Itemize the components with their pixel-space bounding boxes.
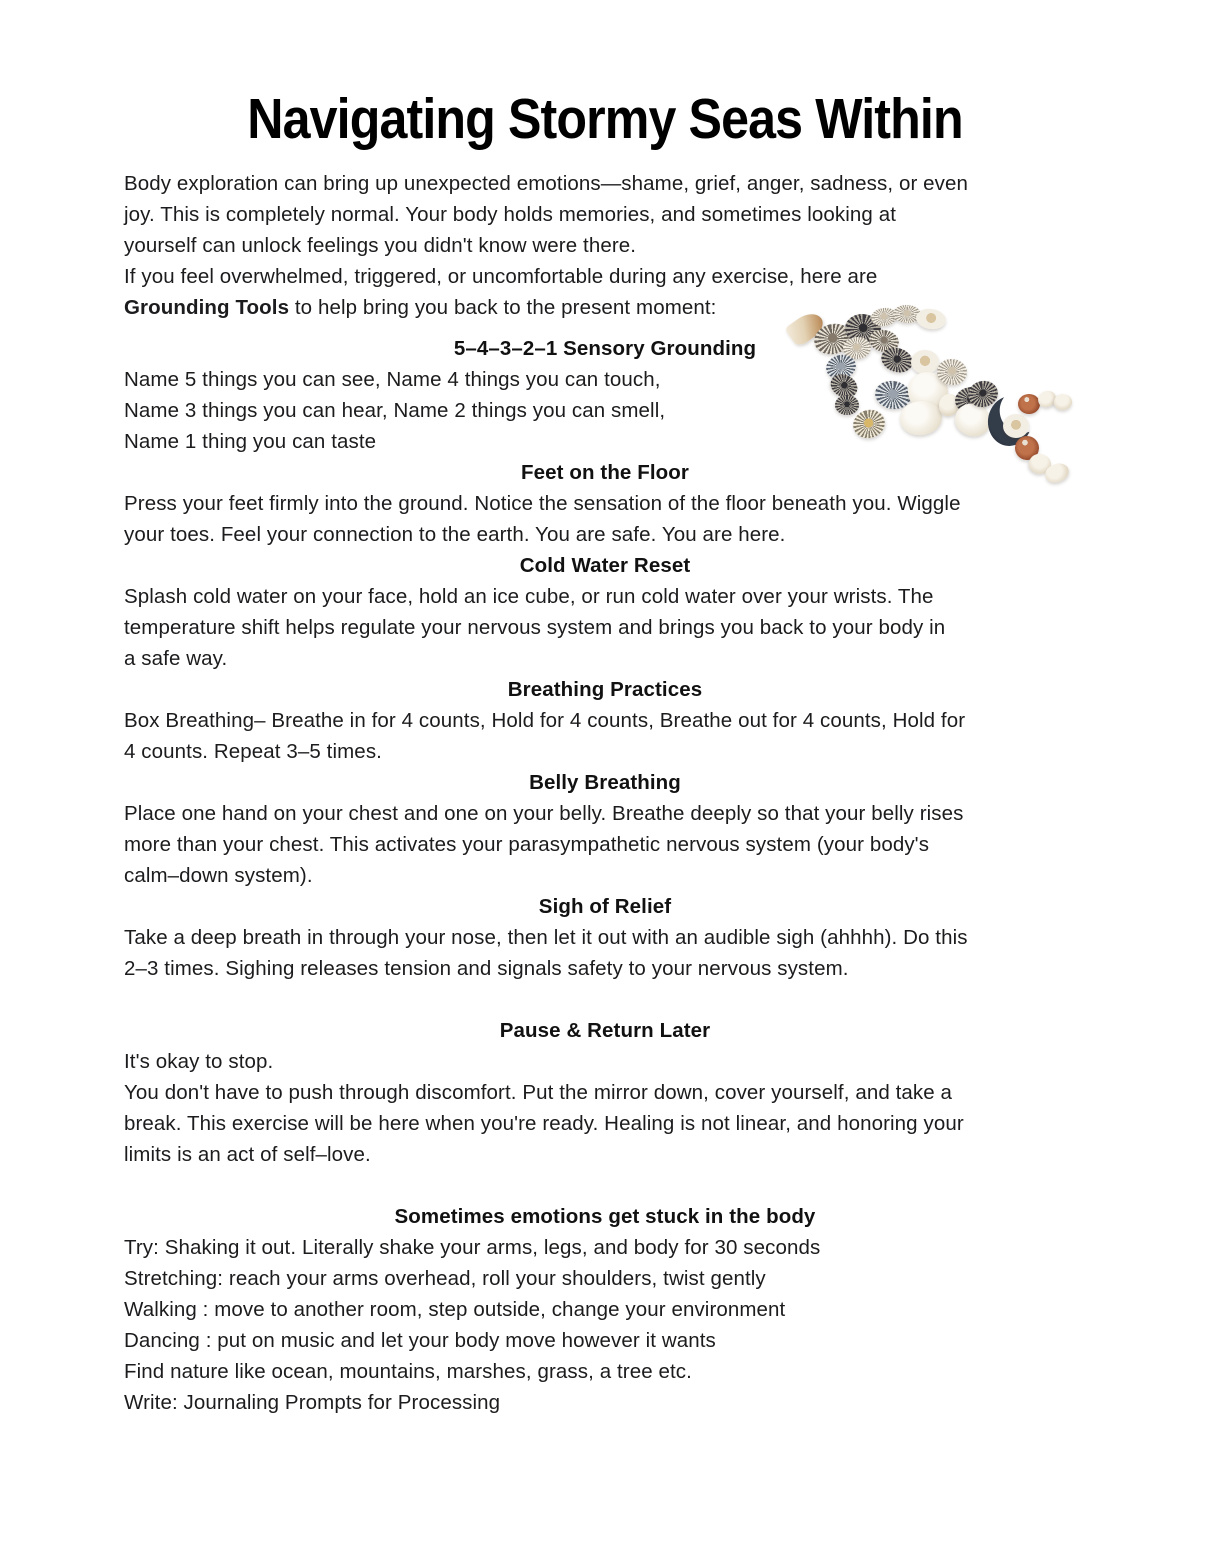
body-line: 4 counts. Repeat 3–5 times.: [124, 740, 382, 763]
body-line: a safe way.: [124, 647, 228, 670]
body-line: calm–down system).: [124, 864, 313, 887]
body-line: You don't have to push through discomfort. Put the mirror down, cover yourself, and take a: [124, 1081, 953, 1104]
intro-line: Body exploration can bring up unexpected emotions—shame, grief, anger, sadness, or even: [124, 172, 969, 195]
body-line: Name 1 thing you can taste: [124, 430, 377, 453]
body-line: break. This exercise will be here when you're ready. Healing is not linear, and honoring your: [124, 1112, 964, 1135]
body-line: Box Breathing– Breathe in for 4 counts, Hold for 4 counts, Breathe out for 4 counts, Hold for: [124, 709, 966, 732]
intro-line: yourself can unlock feelings you didn't know were there.: [124, 234, 637, 257]
document-content: [124, 0, 1086, 1418]
body-line: limits is an act of self–love.: [124, 1143, 371, 1166]
body-line: Splash cold water on your face, hold an ice cube, or run cold water over your wrists. The: [124, 585, 934, 608]
section-stuck-emotions: [124, 1201, 1086, 1418]
section-heading: Belly Breathing: [529, 771, 681, 794]
intro-paragraph: [124, 168, 1086, 323]
body-line: Name 5 things you can see, Name 4 things you can touch,: [124, 368, 661, 391]
section-breathing-practices: [124, 674, 1086, 767]
section-belly-breathing: [124, 767, 1086, 891]
body-line: your toes. Feel your connection to the earth. You are safe. You are here.: [124, 523, 786, 546]
section-feet-on-floor: [124, 457, 1086, 550]
body-line: Try: Shaking it out. Literally shake your arms, legs, and body for 30 seconds: [124, 1236, 821, 1259]
body-line: Dancing : put on music and let your body move however it wants: [124, 1329, 716, 1352]
intro-line: joy. This is completely normal. Your body holds memories, and sometimes looking at: [124, 203, 896, 226]
section-heading: Cold Water Reset: [519, 554, 691, 577]
body-line: Stretching: reach your arms overhead, roll your shoulders, twist gently: [124, 1267, 766, 1290]
page-title: Navigating Stormy Seas Within: [247, 87, 963, 151]
intro-line: [124, 292, 1086, 323]
body-line: Find nature like ocean, mountains, marshes, grass, a tree etc.: [124, 1360, 692, 1383]
intro-line: If you feel overwhelmed, triggered, or uncomfortable during any exercise, here are: [124, 265, 878, 288]
body-line: more than your chest. This activates your parasympathetic nervous system (your body's: [124, 833, 930, 856]
section-sensory-grounding: [124, 333, 1086, 457]
section-heading: Feet on the Floor: [521, 461, 689, 484]
section-pause-return-later: [124, 1015, 1086, 1170]
section-heading: Sigh of Relief: [538, 895, 672, 918]
body-line: temperature shift helps regulate your nervous system and brings you back to your body in: [124, 616, 946, 639]
section-heading: Sometimes emotions get stuck in the body: [394, 1205, 816, 1228]
body-line: It's okay to stop.: [124, 1050, 274, 1073]
intro-line-rest: to help bring you back to the present moment:: [289, 296, 717, 319]
section-heading: Breathing Practices: [507, 678, 703, 701]
body-line: Name 3 things you can hear, Name 2 things you can smell,: [124, 399, 666, 422]
section-heading: Pause & Return Later: [499, 1019, 711, 1042]
grounding-tools-bold-label: Grounding Tools: [124, 296, 290, 319]
section-cold-water-reset: [124, 550, 1086, 674]
section-heading: 5–4–3–2–1 Sensory Grounding: [453, 337, 757, 360]
body-line: Write: Journaling Prompts for Processing: [124, 1391, 501, 1414]
body-line: Press your feet firmly into the ground. Notice the sensation of the floor beneath you. Wiggle: [124, 492, 961, 515]
body-line: Walking : move to another room, step outside, change your environment: [124, 1298, 786, 1321]
body-line: Place one hand on your chest and one on your belly. Breathe deeply so that your belly rises: [124, 802, 964, 825]
section-sigh-of-relief: [124, 891, 1086, 984]
body-line: Take a deep breath in through your nose, then let it out with an audible sigh (ahhhh). Do this: [124, 926, 968, 949]
body-line: 2–3 times. Sighing releases tension and signals safety to your nervous system.: [124, 957, 849, 980]
